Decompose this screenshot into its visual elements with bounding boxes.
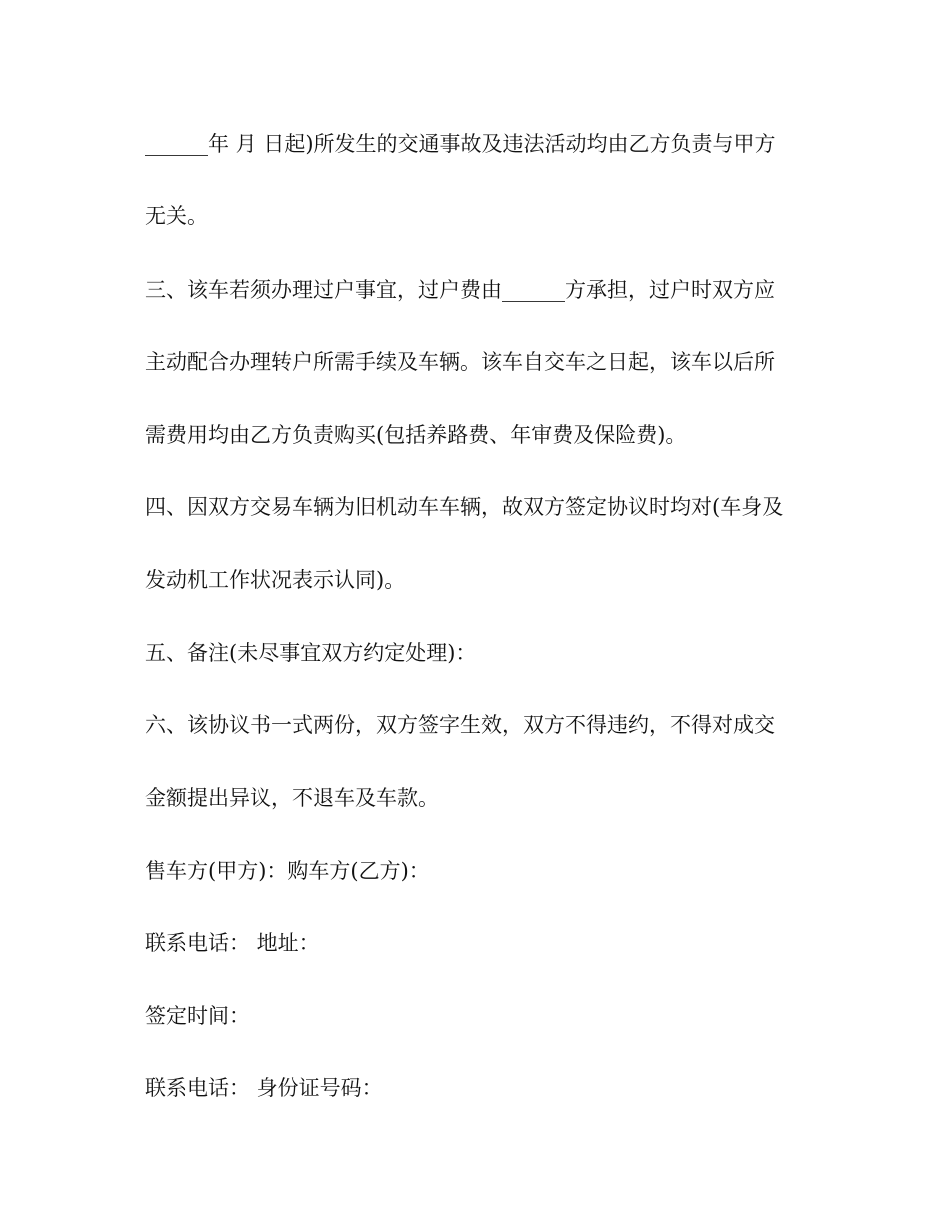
signing-date-line: 签定时间： <box>145 1004 250 1028</box>
clause-5-remarks: 五、备注(未尽事宜双方约定处理)： <box>145 641 477 665</box>
phone-id-number-line: 联系电话： 身份证号码： <box>145 1076 383 1100</box>
clause-3-transfer-line-3: 需费用均由乙方负责购买(包括养路费、年审费及保险费)。 <box>145 423 687 447</box>
clause-liability-end-line: 无关。 <box>145 204 208 228</box>
clause-4-condition-line-2: 发动机工作状况表示认同)。 <box>145 568 406 592</box>
parties-signature-line: 售车方(甲方)：购车方(乙方)： <box>145 859 430 883</box>
clause-liability-continued-line: ______年 月 日起)所发生的交通事故及违法活动均由乙方负责与甲方 <box>145 132 776 156</box>
clause-3-transfer-line-1: 三、该车若须办理过户事宜，过户费由______方承担，过户时双方应 <box>145 278 775 302</box>
clause-6-copies-line-1: 六、该协议书一式两份，双方签字生效，双方不得违约，不得对成交 <box>145 713 775 737</box>
phone-address-line: 联系电话： 地址： <box>145 931 320 955</box>
clause-6-copies-line-2: 金额提出异议，不退车及车款。 <box>145 786 439 810</box>
clause-4-condition-line-1: 四、因双方交易车辆为旧机动车车辆，故双方签定协议时均对(车身及 <box>145 495 784 519</box>
clause-3-transfer-line-2: 主动配合办理转户所需手续及车辆。该车自交车之日起，该车以后所 <box>145 350 775 374</box>
